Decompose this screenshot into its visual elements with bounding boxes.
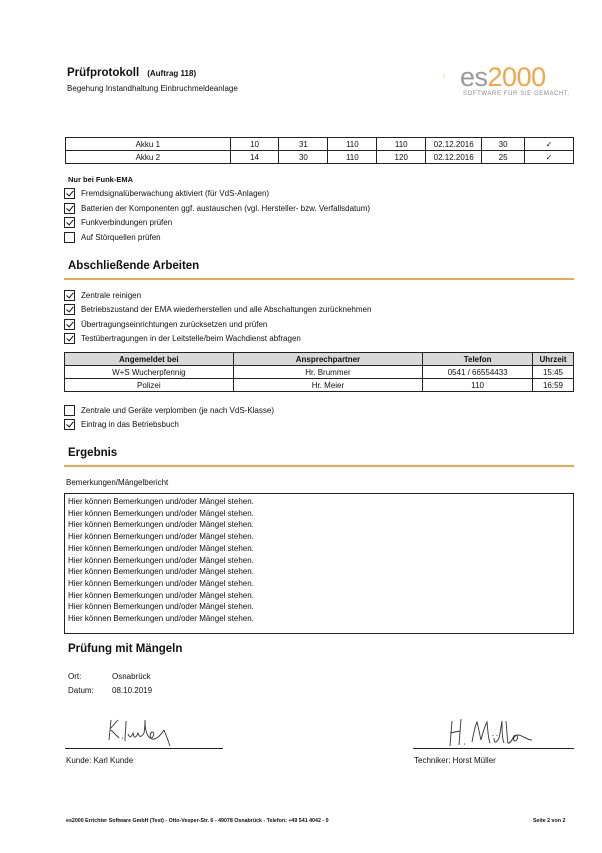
akku-cell: 110 [377,138,426,151]
section-divider [64,278,574,280]
remarks-box [64,493,574,634]
table-cell: Polizei [65,379,234,392]
table-row [66,138,574,151]
checkbox-label: Zentrale reinigen [81,290,142,300]
ort-label: Ort: [68,672,82,681]
ort-value: Osnabrück [112,672,151,681]
remark-line: Hier können Bemerkungen und/oder Mängel stehen. [68,532,254,542]
funk-item[interactable] [64,202,370,214]
checkbox[interactable] [64,405,75,416]
checkbox-label: Testübertragungen in der Leitstelle/beim Wachdienst abfragen [81,333,301,343]
column-header: Ansprechpartner [233,353,423,366]
logo-wordmark: es2000 [460,62,546,92]
remark-line: Hier können Bemerkungen und/oder Mängel stehen. [68,567,254,577]
column-header: Angemeldet bei [65,353,234,366]
remark-line: Hier können Bemerkungen und/oder Mängel stehen. [68,508,254,518]
abschluss-heading: Abschließende Arbeiten [68,260,200,272]
akku-cell: 14 [230,151,279,164]
abschluss-item[interactable] [64,318,267,330]
remark-line: Hier können Bemerkungen und/oder Mängel stehen. [68,578,254,588]
checkbox-label: Auf Störquellen prüfen [81,232,161,242]
akku-cell: 31 [279,138,328,151]
akku-cell: 30 [279,151,328,164]
checkbox[interactable] [64,217,75,228]
checkbox[interactable] [64,188,75,199]
checkbox-label: Batterien der Komponenten ggf. austauschen (vgl. Hersteller- bzw. Verfallsdatum) [81,203,371,213]
kunde-signature-line [65,748,223,749]
table-row [65,379,574,392]
akku-label: Akku 2 [66,151,231,164]
checkbox-label: Fremdsignalüberwachung aktiviert (für VdS-Anlagen) [81,188,270,198]
table-header-row [65,353,574,366]
checkbox[interactable] [64,333,75,344]
table-cell: W+S Wucherpfennig [65,366,234,379]
akku-cell: 30 [482,138,525,151]
table-cell: Hr. Meier [233,379,423,392]
check-icon: ✓ [545,152,553,162]
akku-cell: 120 [377,151,426,164]
remark-line: Hier können Bemerkungen und/oder Mängel stehen. [68,614,254,624]
table-row [66,151,574,164]
datum-row [68,686,153,695]
remark-line: Hier können Bemerkungen und/oder Mängel stehen. [68,543,254,553]
akku-cell: 110 [328,138,377,151]
table-cell: 16:59 [533,379,574,392]
ergebnis-heading: Ergebnis [68,447,118,459]
akku-cell: 10 [230,138,279,151]
remarks-label: Bemerkungen/Mängelbericht [66,478,169,487]
page-title [67,67,196,79]
techniker-caption: Techniker: Horst Müller [414,756,496,765]
column-header: Telefon [423,353,533,366]
abschluss-item[interactable] [64,289,141,301]
funk-section-title: Nur bei Funk-EMA [68,175,133,184]
contacts-table [64,352,574,392]
document-title: Prüfprotokoll [67,67,140,79]
footer-company: es2000 Errichter Software GmbH (Test) - Otto-Vesper-Str. 6 - 49078 Osnabrück - Telefon: +49 541 4042 - 0 [66,818,329,824]
akku-table [65,137,574,164]
table-cell: 110 [423,379,533,392]
checkbox-label: Eintrag in das Betriebsbuch [81,419,179,429]
kunde-signature [104,716,184,748]
order-number: (Auftrag 118) [147,69,197,78]
checkbox[interactable] [64,319,75,330]
logo-tagline: SOFTWARE FÜR SIE GEMACHT. [463,91,570,97]
column-header: Uhrzeit [533,353,574,366]
funk-item[interactable] [64,231,161,243]
techniker-signature-line [413,748,574,749]
abschluss-item[interactable] [64,303,371,315]
section-divider [64,465,574,467]
footer-page-number: Seite 2 von 2 [533,818,566,824]
abschluss-item[interactable] [64,332,301,344]
akku-check [525,138,574,151]
ort-row [68,672,151,681]
akku-cell: 110 [328,151,377,164]
after-contacts-item[interactable] [64,404,274,416]
table-cell: 15:45 [533,366,574,379]
akku-label: Akku 1 [66,138,231,151]
akku-check [525,151,574,164]
techniker-signature [444,716,549,749]
datum-value: 08.10.2019 [112,686,153,695]
checkbox-label: Betriebszustand der EMA wiederherstellen und alle Abschaltungen zurücknehmen [81,304,372,314]
datum-label: Datum: [68,686,94,695]
remark-line: Hier können Bemerkungen und/oder Mängel stehen. [68,520,254,530]
document-subtitle: Begehung Instandhaltung Einbruchmeldeanlage [67,84,238,93]
table-row [65,366,574,379]
checkbox[interactable] [64,304,75,315]
table-cell: Hr. Brummer [233,366,423,379]
checkbox-label: Funkverbindungen prüfen [81,217,173,227]
checkbox[interactable] [64,290,75,301]
checkbox[interactable] [64,232,75,243]
checkbox[interactable] [64,203,75,214]
remark-line: Hier können Bemerkungen und/oder Mängel stehen. [68,602,254,612]
checkbox-label: Zentrale und Geräte verplomben (je nach VdS-Klasse) [81,405,274,415]
checkbox-label: Übertragungseinrichtungen zurücksetzen und prüfen [81,319,268,329]
remark-line: Hier können Bemerkungen und/oder Mängel stehen. [68,590,254,600]
table-cell: 0541 / 66554433 [423,366,533,379]
akku-cell: 25 [482,151,525,164]
checkbox[interactable] [64,419,75,430]
remark-line: Hier können Bemerkungen und/oder Mängel stehen. [68,555,254,565]
akku-date: 02.12.2016 [426,151,482,164]
akku-date: 02.12.2016 [426,138,482,151]
kunde-caption: Kunde: Karl Kunde [66,756,134,765]
funk-item[interactable] [64,216,172,228]
check-icon: ✓ [545,139,553,149]
pruefung-heading: Prüfung mit Mängeln [68,643,183,655]
remark-line: Hier können Bemerkungen und/oder Mängel stehen. [68,497,254,506]
after-contacts-item[interactable] [64,418,179,430]
funk-item[interactable] [64,187,269,199]
